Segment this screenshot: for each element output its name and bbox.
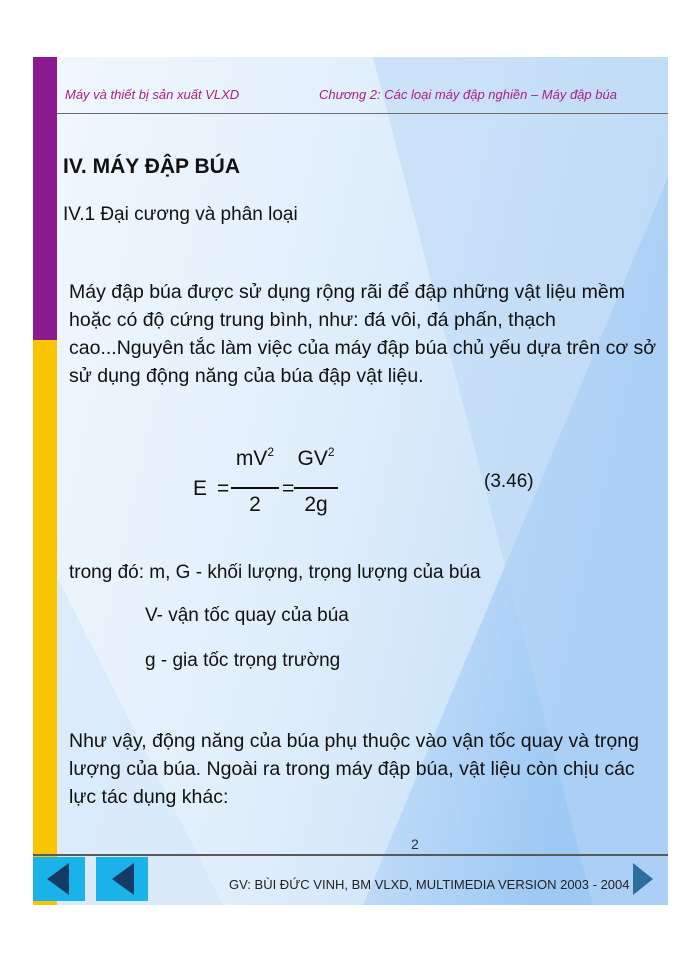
left-bar-purple: [33, 57, 57, 340]
where-line-2: V- vận tốc quay của búa: [145, 605, 349, 626]
first-slide-icon: [47, 863, 69, 895]
intro-paragraph: Máy đập búa được sử dụng rộng rãi để đập những vật liệu mềm hoặc có độ cứng trung bình, như: đá vôi, đá phấn, thạch cao...Nguyên tắc làm việc của máy đập búa chủ yếu dựa trên cơ sở sử dụng động năng của búa đập vật liệu.: [69, 281, 657, 387]
section-title: IV. MÁY ĐẬP BÚA: [63, 155, 240, 178]
formula-denominator-1: 2: [249, 493, 261, 516]
left-bar-yellow: [33, 340, 57, 905]
prev-slide-button[interactable]: [96, 857, 148, 901]
formula-lhs: E: [193, 477, 208, 500]
page-number: 2: [411, 836, 419, 852]
fraction-bar-1: [231, 487, 279, 489]
formula-exponent-1: 2: [267, 445, 275, 459]
equation-number: (3.46): [484, 471, 534, 492]
conclusion-paragraph: Như vậy, động năng của búa phụ thuộc vào vận tốc quay và trọng lượng của búa. Ngoài ra trong máy đập búa, vật liệu còn chịu các lực tác dụng khác:: [69, 730, 639, 808]
formula-equals-2: =: [282, 477, 295, 500]
formula-denominator-2: 2g: [304, 493, 328, 516]
formula-exponent-2: 2: [327, 445, 335, 459]
section-subtitle: IV.1 Đại cương và phân loại: [63, 204, 298, 225]
next-slide-icon[interactable]: [633, 863, 653, 895]
header-divider: [57, 113, 668, 114]
where-line-1: trong đó: m, G - khối lượng, trọng lượng của búa: [69, 562, 481, 583]
first-slide-button[interactable]: [33, 857, 85, 901]
header-course-title: Máy và thiết bị sản xuất VLXD: [65, 87, 240, 102]
formula-numerator-1: mV: [235, 447, 268, 470]
prev-slide-icon: [112, 863, 134, 895]
header-chapter-title: Chương 2: Các loại máy đập nghiền – Máy đập búa: [319, 87, 617, 102]
footer-credit: GV: BÙI ĐỨC VINH, BM VLXD, MULTIMEDIA VERSION 2003 - 2004: [229, 877, 630, 892]
where-line-3: g - gia tốc trọng trường: [145, 650, 341, 671]
energy-formula: [193, 447, 393, 537]
formula-numerator-2: GV: [297, 447, 328, 470]
footer-divider: [33, 854, 668, 856]
fraction-bar-2: [294, 487, 338, 489]
formula-equals-1: =: [217, 477, 230, 500]
slide: [33, 57, 668, 905]
